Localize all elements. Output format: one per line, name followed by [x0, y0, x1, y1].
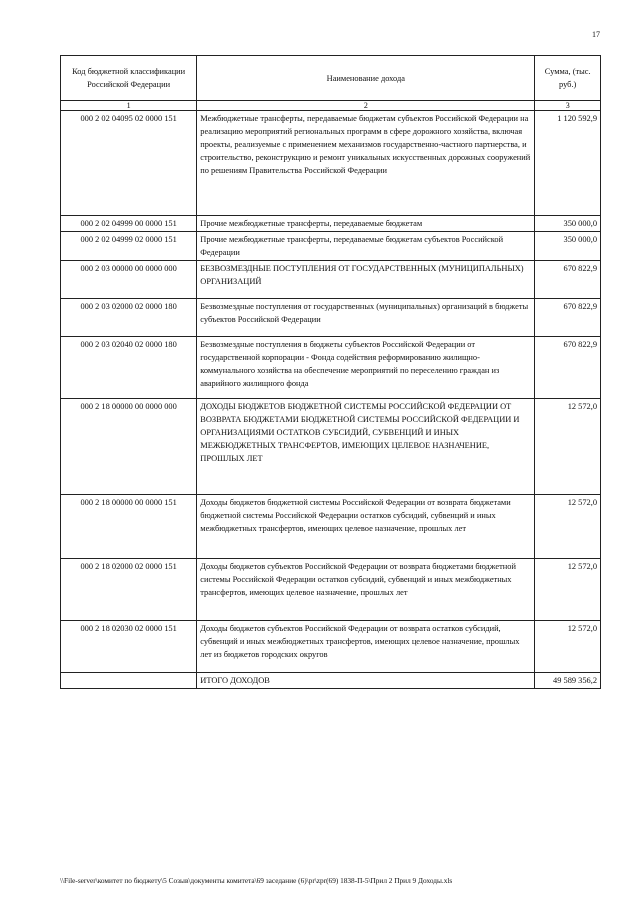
row-code: 000 2 18 00000 00 0000 000: [61, 399, 197, 495]
row-code: 000 2 18 00000 00 0000 151: [61, 495, 197, 559]
table-row: [61, 559, 601, 621]
row-sum: 12 572,0: [535, 559, 601, 621]
table-row: [61, 495, 601, 559]
row-code: 000 2 18 02030 02 0000 151: [61, 621, 197, 673]
row-code: 000 2 02 04999 02 0000 151: [61, 232, 197, 261]
table-row: [61, 337, 601, 399]
row-name: ДОХОДЫ БЮДЖЕТОВ БЮДЖЕТНОЙ СИСТЕМЫ РОССИЙСКОЙ ФЕДЕРАЦИИ ОТ ВОЗВРАТА БЮДЖЕТАМИ БЮДЖЕТНОЙ СИСТЕМЫ РОССИЙСКОЙ ФЕДЕРАЦИИ И ОРГАНИЗАЦИЯМИ ОСТАТКОВ СУБСИДИЙ, СУБВЕНЦИЙ И ИНЫХ МЕЖБЮДЖЕТНЫХ ТРАНСФЕРТОВ, ИМЕЮЩИХ ЦЕЛЕВОЕ НАЗНАЧЕНИЕ, ПРОШЛЫХ ЛЕТ: [197, 399, 535, 495]
row-code: 000 2 03 00000 00 0000 000: [61, 261, 197, 299]
row-sum: 670 822,9: [535, 299, 601, 337]
row-code: 000 2 02 04999 00 0000 151: [61, 216, 197, 232]
total-label: ИТОГО ДОХОДОВ: [197, 673, 535, 689]
header-code: Код бюджетной классификации Российской Федерации: [61, 56, 197, 101]
row-name: Безвозмездные поступления в бюджеты субъектов Российской Федерации от государственной корпорации - Фонда содействия реформированию жилищно-коммунального хозяйства на обеспечение мероприятий по переселению граждан из аварийного жилищного фонда: [197, 337, 535, 399]
row-sum: 12 572,0: [535, 495, 601, 559]
row-name: Межбюджетные трансферты, передаваемые бюджетам субъектов Российской Федерации на реализацию мероприятий региональных программ в сфере дорожного хозяйства, включая проекты, реализуемые с применением механизмов государственно-частного партнерства, и строительство, реконструкцию и ремонт уникальных искусственных дорожных сооружений по решениям Правительства Российской Федерации: [197, 111, 535, 216]
row-sum: 12 572,0: [535, 621, 601, 673]
table-header-row: [61, 56, 601, 101]
column-number-row: [61, 101, 601, 111]
row-sum: 350 000,0: [535, 216, 601, 232]
column-number: 2: [197, 101, 535, 111]
row-name: БЕЗВОЗМЕЗДНЫЕ ПОСТУПЛЕНИЯ ОТ ГОСУДАРСТВЕННЫХ (МУНИЦИПАЛЬНЫХ) ОРГАНИЗАЦИЙ: [197, 261, 535, 299]
table-row: [61, 111, 601, 216]
page-number: 17: [592, 30, 600, 39]
row-sum: 12 572,0: [535, 399, 601, 495]
row-sum: 1 120 592,9: [535, 111, 601, 216]
table-row: [61, 261, 601, 299]
header-name: Наименование дохода: [197, 56, 535, 101]
row-name: Безвозмездные поступления от государственных (муниципальных) организаций в бюджеты субъектов Российской Федерации: [197, 299, 535, 337]
row-name: Прочие межбюджетные трансферты, передаваемые бюджетам субъектов Российской Федерации: [197, 232, 535, 261]
row-sum: 670 822,9: [535, 261, 601, 299]
table-row: [61, 299, 601, 337]
row-code: 000 2 18 02000 02 0000 151: [61, 559, 197, 621]
row-code: 000 2 03 02000 02 0000 180: [61, 299, 197, 337]
row-name: Доходы бюджетов субъектов Российской Федерации от возврата остатков субсидий, субвенций и иных межбюджетных трансфертов, имеющих целевое назначение, прошлых лет из бюджетов городских округов: [197, 621, 535, 673]
total-row: [61, 673, 601, 689]
table-row: [61, 216, 601, 232]
row-name: Доходы бюджетов бюджетной системы Российской Федерации от возврата бюджетами бюджетной системы Российской Федерации остатков субсидий, субвенций и иных межбюджетных трансфертов, имеющих целевое назначение, прошлых лет: [197, 495, 535, 559]
table-row: [61, 621, 601, 673]
total-code-cell: [61, 673, 197, 689]
row-code: 000 2 02 04095 02 0000 151: [61, 111, 197, 216]
table-row: [61, 232, 601, 261]
total-sum: 49 589 356,2: [535, 673, 601, 689]
table-row: [61, 399, 601, 495]
row-sum: 350 000,0: [535, 232, 601, 261]
column-number: 1: [61, 101, 197, 111]
row-name: Прочие межбюджетные трансферты, передаваемые бюджетам: [197, 216, 535, 232]
row-name: Доходы бюджетов субъектов Российской Федерации от возврата бюджетами бюджетной системы Российской Федерации остатков субсидий, субвенций и иных межбюджетных трансфертов, имеющих целевое назначение, прошлых лет: [197, 559, 535, 621]
revenue-table: [60, 55, 601, 689]
file-path-footer: \\File-server\комитет по бюджету\5 Созыв\документы комитета\69 заседание (6)\pr\zpr(69) 1838-П-5\Прил 2 Прил 9 Доходы.xls: [60, 876, 453, 885]
row-code: 000 2 03 02040 02 0000 180: [61, 337, 197, 399]
row-sum: 670 822,9: [535, 337, 601, 399]
header-sum: Сумма, (тыс. руб.): [535, 56, 601, 101]
column-number: 3: [535, 101, 601, 111]
